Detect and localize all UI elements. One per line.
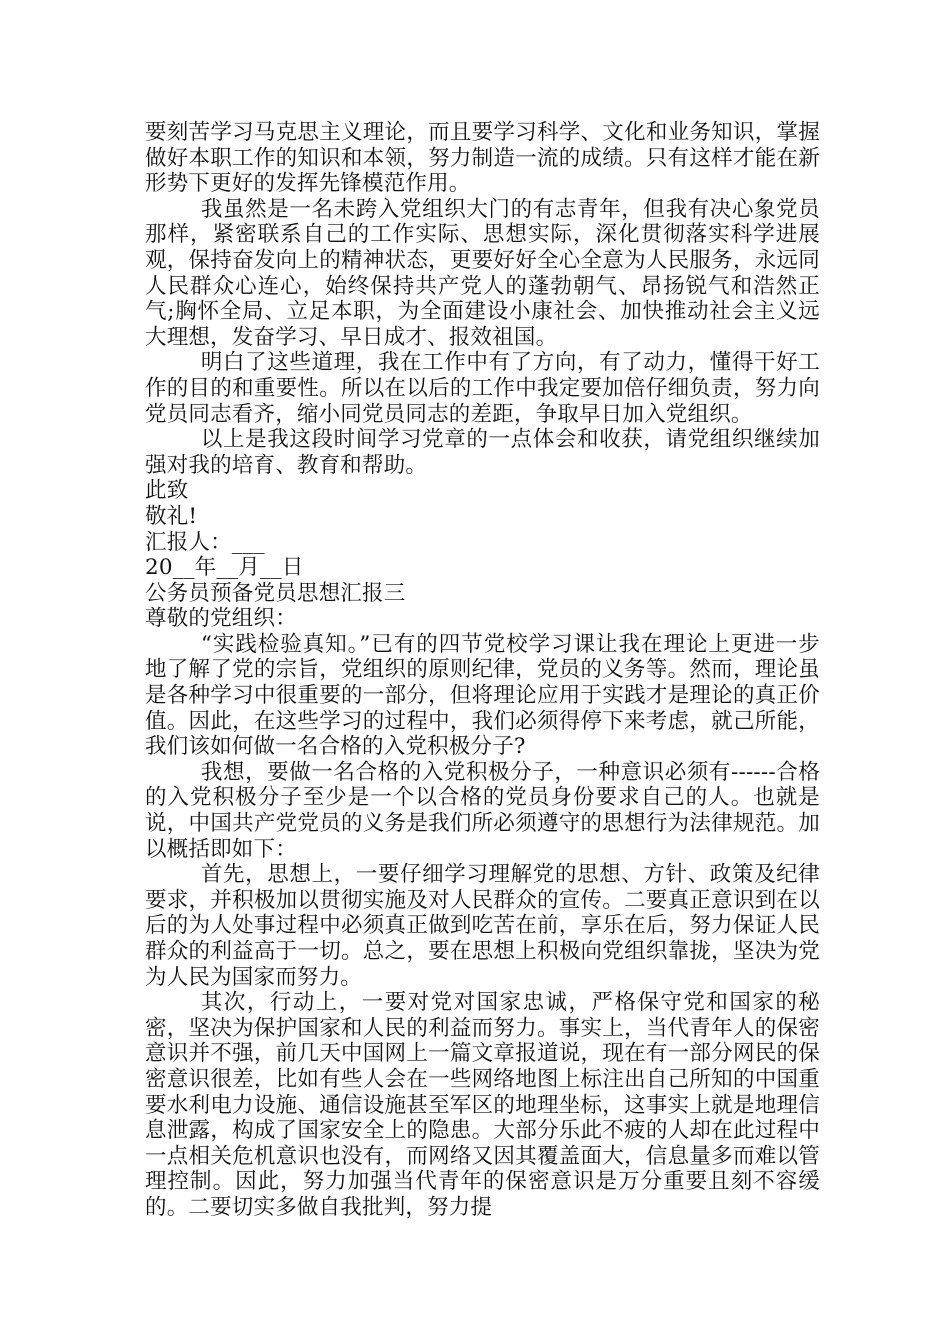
document-body: [145, 120, 820, 1221]
paragraph-thought: 首先，思想上，一要仔细学习理解党的思想、方针、政策及纪律要求，并积极加以贯彻实施及对人民群众的宣传。二要真正意识到在以后的为人处事过程中必须真正做到吃苦在前，享乐在后，努力保证人民群众的利益高于一切。总之，要在思想上积极向党组织靠拢，坚决为党为人民为国家而努力。: [145, 862, 820, 990]
salutation: 尊敬的党组织：: [145, 606, 297, 632]
paragraph-awareness: 我想，要做一名合格的入党积极分子，一种意识必须有------合格的入党积极分子至少是一个以合格的党员身份要求自己的人。也就是说，中国共产党党员的义务是我们所必须遵守的思想行为法律规范。加以概括即如下：: [145, 759, 820, 862]
paragraph-resolve: 我虽然是一名未跨入党组织大门的有志青年，但我有决心象党员那样，紧密联系自己的工作实际、思想实际，深化贯彻落实科学进展观，保持奋发向上的精神状态，更要好好全心全意为人民服务，永远同人民群众心连心，始终保持共产党人的蓬勃朝气、昂扬锐气和浩然正气;胸怀全局、立足本职，为全面建设小康社会、加快推动社会主义远大理想，发奋学习、早日成才、报效祖国。: [145, 196, 820, 350]
paragraph-practice: “实践检验真知。”已有的四节党校学习课让我在理论上更进一步地了解了党的宗旨，党组织的原则纪律，党员的义务等。然而，理论虽是各种学习中很重要的一部分，但将理论应用于实践才是理论的真正价值。因此，在这些学习的过程中，我们必须得停下来考虑，就己所能，我们该如何做一名合格的入党积极分子?: [145, 631, 820, 760]
reporter-line: 汇报人：___: [145, 529, 265, 555]
date-line: 20__年__月__日: [145, 555, 304, 581]
closing-greeting: 此致: [145, 478, 189, 504]
paragraph-continuation: 要刻苦学习马克思主义理论，而且要学习科学、文化和业务知识，掌握做好本职工作的知识和本领，努力制造一流的成绩。只有这样才能在新形势下更好的发挥先锋模范作用。: [145, 120, 820, 197]
section-title: 公务员预备党员思想汇报三: [145, 580, 406, 606]
paragraph-understanding: 明白了这些道理，我在工作中有了方向，有了动力，懂得干好工作的目的和重要性。所以在以后的工作中我定要加倍仔细负责，努力向党员同志看齐，缩小同党员同志的差距，争取早日加入党组织。: [145, 350, 820, 427]
closing-salute: 敬礼!: [145, 503, 198, 529]
paragraph-summary: 以上是我这段时间学习党章的一点体会和收获，请党组织继续加强对我的培育、教育和帮助。: [145, 427, 820, 478]
paragraph-action: 其次，行动上，一要对党对国家忠诚，严格保守党和国家的秘密，坚决为保护国家和人民的利益而努力。事实上，当代青年人的保密意识并不强，前几天中国网上一篇文章报道说，现在有一部分网民的保密意识很差，比如有些人会在一些网络地图上标注出自己所知的中国重要水利电力设施、通信设施甚至军区的地理坐标，这事实上就是地理信息泄露，构成了国家安全上的隐患。大部分乐此不疲的人却在此过程中一点相关危机意识也没有，而网络又因其覆盖面大，信息量多而难以管理控制。因此，努力加强当代青年的保密意识是万分重要且刻不容缓的。二要切实多做自我批判，努力提: [145, 990, 820, 1220]
